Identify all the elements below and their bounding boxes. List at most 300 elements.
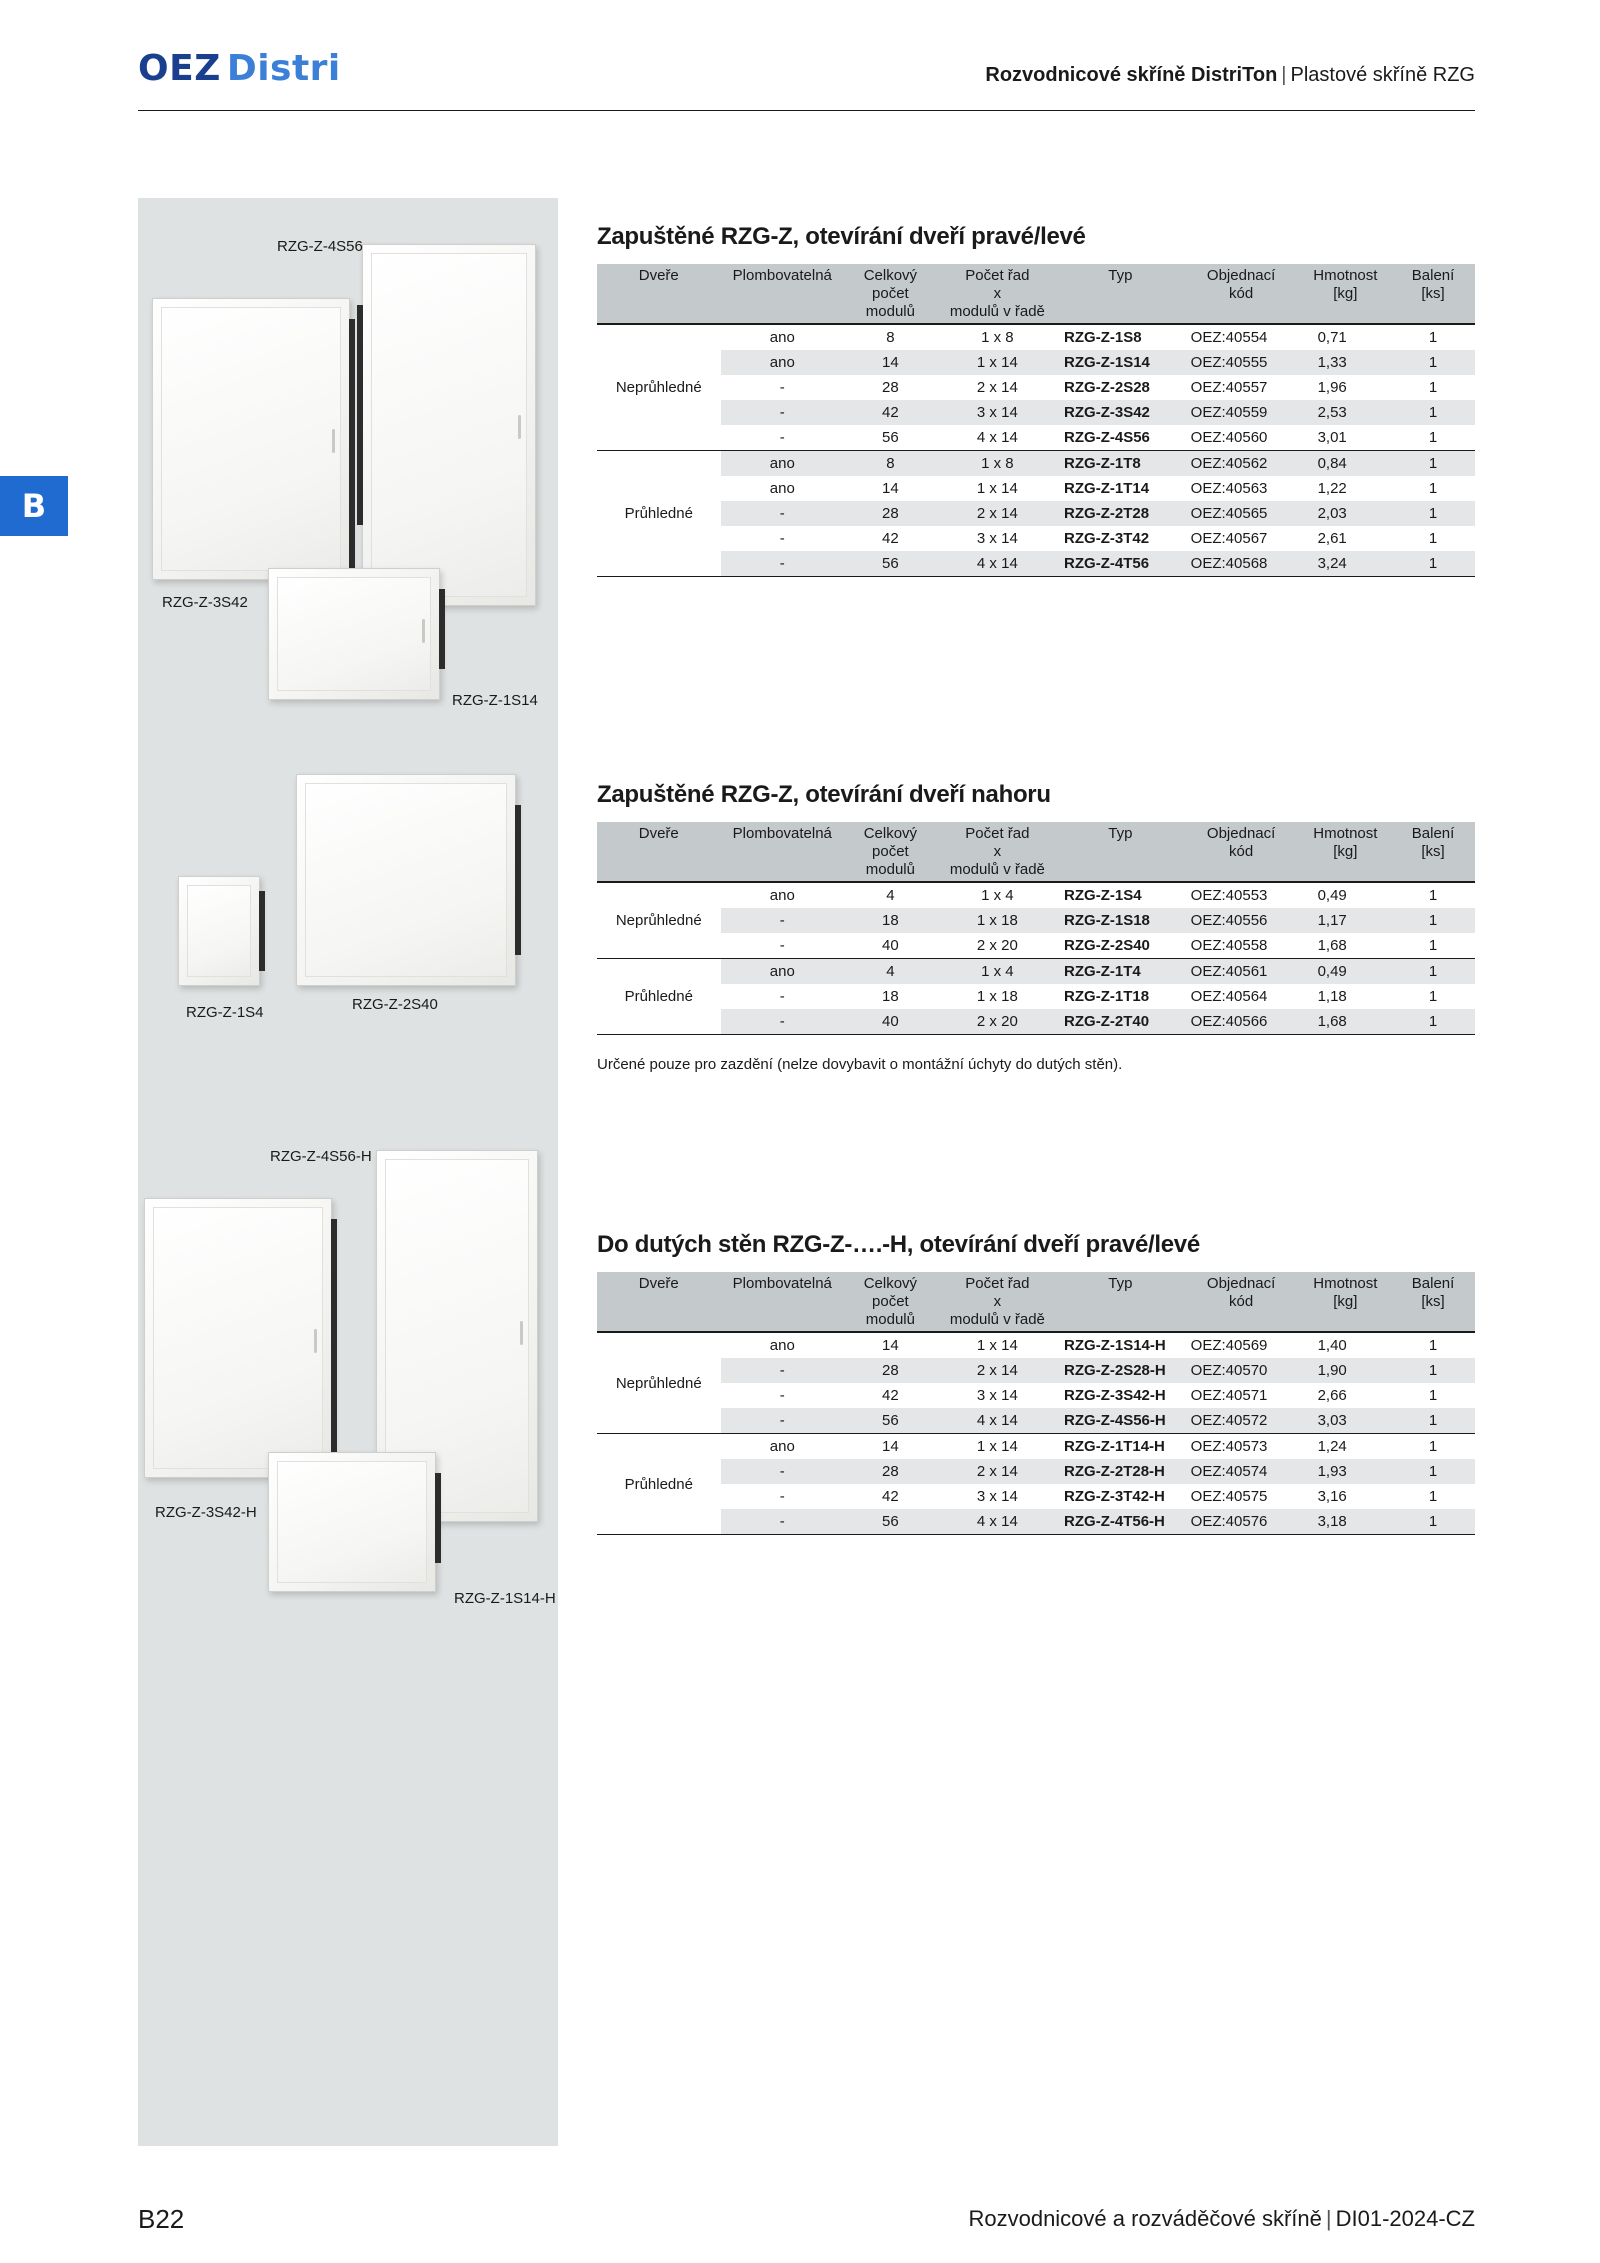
sealable-cell: ano xyxy=(769,1438,795,1455)
spec-table xyxy=(597,822,1475,1035)
package-cell: 1 xyxy=(1391,551,1475,577)
column-header-rows-x-modules xyxy=(937,264,1058,324)
sealable-cell: ano xyxy=(769,887,795,904)
weight-cell: 1,68 xyxy=(1300,1009,1392,1035)
header-title-regular: Plastové skříně RZG xyxy=(1290,64,1475,86)
sealable-cell: - xyxy=(721,1459,845,1484)
table-row xyxy=(597,350,1475,375)
order-code-cell: OEZ:40556 xyxy=(1183,908,1300,933)
photo-label: RZG-Z-1S14 xyxy=(452,692,538,709)
header-text: Plombovatelná xyxy=(732,267,832,284)
rows-modules-cell: 1 x 14 xyxy=(976,480,1018,497)
order-code-cell: OEZ:40569 xyxy=(1190,1337,1268,1354)
rows-modules-cell: 1 x 14 xyxy=(976,1337,1018,1354)
door-type-cell xyxy=(597,1434,721,1535)
order-code-cell: OEZ:40576 xyxy=(1183,1509,1300,1535)
package-cell: 1 xyxy=(1428,329,1438,346)
header-text: Objednací xyxy=(1206,825,1276,842)
order-code-cell: OEZ:40574 xyxy=(1183,1459,1300,1484)
package-cell: 1 xyxy=(1428,887,1438,904)
header-text: [kg] xyxy=(1333,843,1358,860)
total-modules-cell: 56 xyxy=(844,1509,937,1535)
package-cell: 1 xyxy=(1391,933,1475,959)
rows-modules-cell: 2 x 14 xyxy=(937,1358,1058,1383)
photo-label: RZG-Z-3S42 xyxy=(162,594,248,611)
header-text: Dveře xyxy=(638,825,679,842)
header-text: Počet řad xyxy=(965,825,1030,842)
door-type-cell xyxy=(597,1332,721,1434)
table-row xyxy=(597,551,1475,577)
weight-cell: 1,93 xyxy=(1300,1459,1392,1484)
order-code-cell: OEZ:40565 xyxy=(1183,501,1300,526)
order-code-cell: OEZ:40567 xyxy=(1190,530,1268,547)
order-code-cell: OEZ:40564 xyxy=(1190,988,1268,1005)
sealable-cell: ano xyxy=(721,350,845,375)
cabinet-photo-3s42 xyxy=(152,298,350,580)
header-text: modulů xyxy=(865,861,915,878)
rows-modules-cell: 4 x 14 xyxy=(937,551,1058,577)
rows-modules-cell: 2 x 14 xyxy=(937,1459,1058,1484)
package-cell: 1 xyxy=(1428,530,1438,547)
door-type: Průhledné xyxy=(624,505,693,522)
header-title xyxy=(985,64,1475,87)
weight-cell: 1,33 xyxy=(1300,350,1392,375)
sealable-cell: ano xyxy=(769,480,795,497)
table-row xyxy=(597,882,1475,908)
weight-cell: 2,03 xyxy=(1300,501,1392,526)
package-cell: 1 xyxy=(1428,1387,1438,1404)
door-type-cell xyxy=(597,882,721,959)
column-header-doors xyxy=(597,1272,721,1332)
total-modules-cell: 28 xyxy=(844,501,937,526)
rows-modules-cell: 1 x 4 xyxy=(981,887,1014,904)
header-separator: | xyxy=(1281,64,1287,86)
weight-cell: 2,61 xyxy=(1317,530,1347,547)
section-title: Zapuštěné RZG-Z, otevírání dveří pravé/levé xyxy=(597,223,1086,250)
weight-cell: 3,03 xyxy=(1300,1408,1392,1434)
weight-cell: 0,49 xyxy=(1317,887,1347,904)
header-text: kód xyxy=(1229,285,1254,302)
header-divider xyxy=(138,110,1475,111)
rows-modules-cell: 3 x 14 xyxy=(976,530,1018,547)
table-row xyxy=(597,451,1475,477)
type-cell: RZG-Z-2T28-H xyxy=(1058,1459,1183,1484)
type-cell: RZG-Z-2T40 xyxy=(1058,1009,1183,1035)
footer-doc-code: DI01-2024-CZ xyxy=(1335,2206,1475,2231)
order-code-cell: OEZ:40553 xyxy=(1190,887,1268,904)
sealable-cell: - xyxy=(721,1509,845,1535)
total-modules-cell: 4 xyxy=(844,959,937,985)
type-cell: RZG-Z-1S18 xyxy=(1058,908,1183,933)
type-cell: RZG-Z-2T28 xyxy=(1058,501,1183,526)
column-header-rows-x-modules xyxy=(937,822,1058,882)
package-cell: 1 xyxy=(1428,480,1438,497)
header-text: [ks] xyxy=(1421,1293,1445,1310)
column-header-sealable xyxy=(721,1272,845,1332)
weight-cell: 1,96 xyxy=(1317,379,1347,396)
column-header-type xyxy=(1058,1272,1183,1332)
logo-brand: OEZ xyxy=(138,48,221,89)
header-text: Hmotnost xyxy=(1313,825,1378,842)
rows-modules-cell: 4 x 14 xyxy=(937,1509,1058,1535)
total-modules-cell: 8 xyxy=(886,329,895,346)
sealable-cell: - xyxy=(721,933,845,959)
footer-separator: | xyxy=(1325,2206,1332,2231)
product-photo-column xyxy=(138,198,558,2146)
column-header-rows-x-modules xyxy=(937,1272,1058,1332)
total-modules-cell: 18 xyxy=(844,908,937,933)
rows-modules-cell: 1 x 8 xyxy=(937,451,1058,477)
column-header-package xyxy=(1391,1272,1475,1332)
package-cell: 1 xyxy=(1391,425,1475,451)
door-type-cell xyxy=(597,324,721,451)
footer-doc-title: Rozvodnicové a rozváděčové skříně xyxy=(968,2206,1322,2231)
table-row xyxy=(597,1484,1475,1509)
page-number: B22 xyxy=(138,2204,185,2234)
order-code-cell: OEZ:40573 xyxy=(1190,1438,1268,1455)
type-cell: RZG-Z-1T8 xyxy=(1058,451,1183,477)
header-text: x xyxy=(993,843,1002,860)
package-cell: 1 xyxy=(1428,379,1438,396)
table-header-row xyxy=(597,264,1475,324)
order-code-cell: OEZ:40559 xyxy=(1183,400,1300,425)
column-header-order-code xyxy=(1183,1272,1300,1332)
header-text: [kg] xyxy=(1333,285,1358,302)
total-modules-cell: 28 xyxy=(844,1459,937,1484)
package-cell: 1 xyxy=(1391,908,1475,933)
column-header-doors xyxy=(597,822,721,882)
weight-cell: 1,90 xyxy=(1300,1358,1392,1383)
total-modules-cell: 14 xyxy=(882,1337,899,1354)
type-cell: RZG-Z-2S28-H xyxy=(1058,1358,1183,1383)
chapter-tab: B xyxy=(0,476,68,536)
package-cell: 1 xyxy=(1391,400,1475,425)
rows-modules-cell: 1 x 8 xyxy=(981,329,1014,346)
header-text: modulů xyxy=(865,1311,915,1328)
column-header-package xyxy=(1391,822,1475,882)
header-text: Typ xyxy=(1108,1275,1133,1292)
spec-table xyxy=(597,264,1475,577)
sealable-cell: - xyxy=(721,1009,845,1035)
total-modules-cell: 4 xyxy=(886,887,895,904)
type-cell: RZG-Z-1S4 xyxy=(1064,887,1142,904)
header-text: Objednací xyxy=(1206,267,1276,284)
table-row xyxy=(597,375,1475,400)
table-row xyxy=(597,400,1475,425)
column-header-doors xyxy=(597,264,721,324)
cabinet-photo-4s56 xyxy=(362,244,536,606)
header-text: Typ xyxy=(1108,267,1133,284)
header-text: modulů v řadě xyxy=(949,861,1045,878)
column-header-order-code xyxy=(1183,822,1300,882)
type-cell: RZG-Z-1S14 xyxy=(1058,350,1183,375)
header-text: [kg] xyxy=(1333,1293,1358,1310)
order-code-cell: OEZ:40571 xyxy=(1190,1387,1268,1404)
door-type: Průhledné xyxy=(624,988,693,1005)
type-cell: RZG-Z-4S56 xyxy=(1058,425,1183,451)
photo-label: RZG-Z-3S42-H xyxy=(155,1504,257,1521)
table-row xyxy=(597,1358,1475,1383)
header-text: Dveře xyxy=(638,1275,679,1292)
order-code-cell: OEZ:40566 xyxy=(1183,1009,1300,1035)
package-cell: 1 xyxy=(1428,1488,1438,1505)
column-header-weight xyxy=(1300,822,1392,882)
column-header-package xyxy=(1391,264,1475,324)
column-header-weight xyxy=(1300,264,1392,324)
total-modules-cell: 56 xyxy=(844,425,937,451)
weight-cell: 1,68 xyxy=(1300,933,1392,959)
weight-cell: 3,18 xyxy=(1300,1509,1392,1535)
header-text: Celkový počet xyxy=(863,267,918,302)
rows-modules-cell: 2 x 14 xyxy=(976,379,1018,396)
rows-modules-cell: 4 x 14 xyxy=(937,1408,1058,1434)
header-text: modulů v řadě xyxy=(949,303,1045,320)
table-row xyxy=(597,933,1475,959)
package-cell: 1 xyxy=(1428,1337,1438,1354)
door-type-cell xyxy=(597,959,721,1035)
total-modules-cell: 42 xyxy=(882,530,899,547)
door-type: Průhledné xyxy=(624,1475,693,1493)
rows-modules-cell: 2 x 14 xyxy=(937,501,1058,526)
package-cell: 1 xyxy=(1428,1438,1438,1455)
header-title-bold: Rozvodnicové skříně DistriTon xyxy=(985,64,1278,86)
type-cell: RZG-Z-4S56-H xyxy=(1058,1408,1183,1434)
table-header-row xyxy=(597,822,1475,882)
cabinet-photo-1s14-h xyxy=(268,1452,436,1592)
table-header-row xyxy=(597,1272,1475,1332)
table-row xyxy=(597,324,1475,350)
package-cell: 1 xyxy=(1428,988,1438,1005)
table-row xyxy=(597,476,1475,501)
type-cell: RZG-Z-1S8 xyxy=(1064,329,1142,346)
header-text: Objednací xyxy=(1206,1275,1276,1292)
total-modules-cell: 14 xyxy=(882,480,899,497)
order-code-cell: OEZ:40554 xyxy=(1190,329,1268,346)
column-header-weight xyxy=(1300,1272,1392,1332)
cabinet-photo-2s40 xyxy=(296,774,516,986)
footer-title xyxy=(968,2206,1475,2232)
type-cell: RZG-Z-3T42-H xyxy=(1064,1488,1165,1505)
sealable-cell: - xyxy=(721,551,845,577)
order-code-cell: OEZ:40561 xyxy=(1183,959,1300,985)
table-row xyxy=(597,1434,1475,1460)
weight-cell: 0,71 xyxy=(1317,329,1347,346)
sealable-cell: - xyxy=(721,1408,845,1434)
sealable-cell: - xyxy=(721,425,845,451)
photo-label: RZG-Z-1S4 xyxy=(186,1004,264,1021)
brand-logo xyxy=(138,48,341,89)
cabinet-photo-3s42-h xyxy=(144,1198,332,1478)
sealable-cell: - xyxy=(721,400,845,425)
rows-modules-cell: 1 x 18 xyxy=(937,908,1058,933)
sealable-cell: ano xyxy=(721,959,845,985)
header-text: x xyxy=(993,1293,1002,1310)
sealable-cell: - xyxy=(779,988,785,1005)
weight-cell: 2,66 xyxy=(1317,1387,1347,1404)
total-modules-cell: 56 xyxy=(844,1408,937,1434)
header-text: Plombovatelná xyxy=(732,825,832,842)
total-modules-cell: 40 xyxy=(844,933,937,959)
total-modules-cell: 42 xyxy=(844,400,937,425)
order-code-cell: OEZ:40563 xyxy=(1190,480,1268,497)
logo-product: Distri xyxy=(226,48,341,89)
type-cell: RZG-Z-3T42 xyxy=(1064,530,1150,547)
header-text: Balení xyxy=(1411,825,1455,842)
header-text: Balení xyxy=(1411,1275,1455,1292)
table-row xyxy=(597,1509,1475,1535)
table-row xyxy=(597,959,1475,985)
cabinet-photo-1s4 xyxy=(178,876,260,986)
door-type-cell xyxy=(597,451,721,577)
weight-cell: 3,16 xyxy=(1317,1488,1347,1505)
table-row xyxy=(597,1383,1475,1408)
sealable-cell: - xyxy=(779,1488,785,1505)
weight-cell: 0,49 xyxy=(1300,959,1392,985)
package-cell: 1 xyxy=(1391,1408,1475,1434)
type-cell: RZG-Z-1T14 xyxy=(1064,480,1150,497)
photo-label: RZG-Z-1S14-H xyxy=(454,1590,556,1607)
package-cell: 1 xyxy=(1391,501,1475,526)
order-code-cell: OEZ:40557 xyxy=(1190,379,1268,396)
total-modules-cell: 28 xyxy=(844,1358,937,1383)
rows-modules-cell: 3 x 14 xyxy=(976,1387,1018,1404)
package-cell: 1 xyxy=(1391,959,1475,985)
column-header-type xyxy=(1058,822,1183,882)
order-code-cell: OEZ:40575 xyxy=(1190,1488,1268,1505)
header-text: Hmotnost xyxy=(1313,267,1378,284)
weight-cell: 2,53 xyxy=(1300,400,1392,425)
package-cell: 1 xyxy=(1391,1009,1475,1035)
photo-label: RZG-Z-4S56 xyxy=(277,238,363,255)
header-text: x xyxy=(993,285,1002,302)
sealable-cell: ano xyxy=(769,1337,795,1354)
header-text: Balení xyxy=(1411,267,1455,284)
weight-cell: 1,24 xyxy=(1317,1438,1347,1455)
package-cell: 1 xyxy=(1391,451,1475,477)
column-header-sealable xyxy=(721,822,845,882)
order-code-cell: OEZ:40572 xyxy=(1183,1408,1300,1434)
total-modules-cell: 8 xyxy=(844,451,937,477)
rows-modules-cell: 3 x 14 xyxy=(937,400,1058,425)
header-text: Počet řad xyxy=(965,267,1030,284)
order-code-cell: OEZ:40558 xyxy=(1183,933,1300,959)
header-text: modulů v řadě xyxy=(949,1311,1045,1328)
sealable-cell: - xyxy=(721,501,845,526)
weight-cell: 1,22 xyxy=(1317,480,1347,497)
type-cell: RZG-Z-2S40 xyxy=(1058,933,1183,959)
rows-modules-cell: 3 x 14 xyxy=(976,1488,1018,1505)
weight-cell: 1,17 xyxy=(1300,908,1392,933)
total-modules-cell: 28 xyxy=(882,379,899,396)
header-text: modulů xyxy=(865,303,915,320)
total-modules-cell: 42 xyxy=(882,1488,899,1505)
rows-modules-cell: 1 x 14 xyxy=(937,350,1058,375)
rows-modules-cell: 1 x 18 xyxy=(976,988,1018,1005)
header-text: Počet řad xyxy=(965,1275,1030,1292)
sealable-cell: - xyxy=(779,1387,785,1404)
table-note: Určené pouze pro zazdění (nelze dovybavit o montážní úchyty do dutých stěn). xyxy=(597,1056,1123,1073)
total-modules-cell: 42 xyxy=(882,1387,899,1404)
type-cell: RZG-Z-1T18 xyxy=(1064,988,1150,1005)
rows-modules-cell: 4 x 14 xyxy=(937,425,1058,451)
type-cell: RZG-Z-3S42 xyxy=(1058,400,1183,425)
order-code-cell: OEZ:40562 xyxy=(1183,451,1300,477)
table-row xyxy=(597,1408,1475,1434)
header-text: Plombovatelná xyxy=(732,1275,832,1292)
total-modules-cell: 18 xyxy=(882,988,899,1005)
package-cell: 1 xyxy=(1391,1459,1475,1484)
column-header-total-modules xyxy=(844,822,937,882)
sealable-cell: - xyxy=(779,379,785,396)
type-cell: RZG-Z-3S42-H xyxy=(1064,1387,1166,1404)
photo-label: RZG-Z-2S40 xyxy=(352,996,438,1013)
rows-modules-cell: 2 x 20 xyxy=(937,933,1058,959)
rows-modules-cell: 1 x 14 xyxy=(976,1438,1018,1455)
table-row xyxy=(597,501,1475,526)
table-row xyxy=(597,1332,1475,1358)
sealable-cell: - xyxy=(721,1358,845,1383)
table-row xyxy=(597,425,1475,451)
total-modules-cell: 56 xyxy=(844,551,937,577)
order-code-cell: OEZ:40555 xyxy=(1183,350,1300,375)
type-cell: RZG-Z-2S28 xyxy=(1064,379,1150,396)
header-text: kód xyxy=(1229,843,1254,860)
package-cell: 1 xyxy=(1391,1358,1475,1383)
weight-cell: 3,01 xyxy=(1300,425,1392,451)
weight-cell: 3,24 xyxy=(1300,551,1392,577)
sealable-cell: ano xyxy=(769,329,795,346)
type-cell: RZG-Z-1T14-H xyxy=(1064,1438,1165,1455)
door-type: Neprůhledné xyxy=(615,1374,702,1392)
type-cell: RZG-Z-4T56-H xyxy=(1058,1509,1183,1535)
table-row xyxy=(597,1459,1475,1484)
photo-label: RZG-Z-4S56-H xyxy=(270,1148,372,1165)
door-type: Neprůhledné xyxy=(615,912,702,929)
header-text: Typ xyxy=(1108,825,1133,842)
table-row xyxy=(597,1009,1475,1035)
order-code-cell: OEZ:40568 xyxy=(1183,551,1300,577)
type-cell: RZG-Z-4T56 xyxy=(1058,551,1183,577)
column-header-total-modules xyxy=(844,264,937,324)
sealable-cell: ano xyxy=(721,451,845,477)
header-text: Dveře xyxy=(638,267,679,284)
total-modules-cell: 40 xyxy=(844,1009,937,1035)
column-header-type xyxy=(1058,264,1183,324)
cabinet-photo-1s14 xyxy=(268,568,440,700)
weight-cell: 1,40 xyxy=(1317,1337,1347,1354)
weight-cell: 0,84 xyxy=(1300,451,1392,477)
header-text: Hmotnost xyxy=(1313,1275,1378,1292)
section-title: Do dutých stěn RZG-Z-….-H, otevírání dveří pravé/levé xyxy=(597,1231,1200,1258)
header-text: [ks] xyxy=(1421,285,1445,302)
package-cell: 1 xyxy=(1391,1509,1475,1535)
table-row xyxy=(597,984,1475,1009)
total-modules-cell: 14 xyxy=(882,1438,899,1455)
header-text: Celkový počet xyxy=(863,1275,918,1310)
type-cell: RZG-Z-1T4 xyxy=(1058,959,1183,985)
spec-table xyxy=(597,1272,1475,1535)
sealable-cell: - xyxy=(779,530,785,547)
column-header-order-code xyxy=(1183,264,1300,324)
sealable-cell: - xyxy=(721,908,845,933)
total-modules-cell: 14 xyxy=(844,350,937,375)
section-title: Zapuštěné RZG-Z, otevírání dveří nahoru xyxy=(597,781,1051,808)
weight-cell: 1,18 xyxy=(1317,988,1347,1005)
column-header-total-modules xyxy=(844,1272,937,1332)
door-type: Neprůhledné xyxy=(615,379,702,396)
column-header-sealable xyxy=(721,264,845,324)
rows-modules-cell: 2 x 20 xyxy=(937,1009,1058,1035)
